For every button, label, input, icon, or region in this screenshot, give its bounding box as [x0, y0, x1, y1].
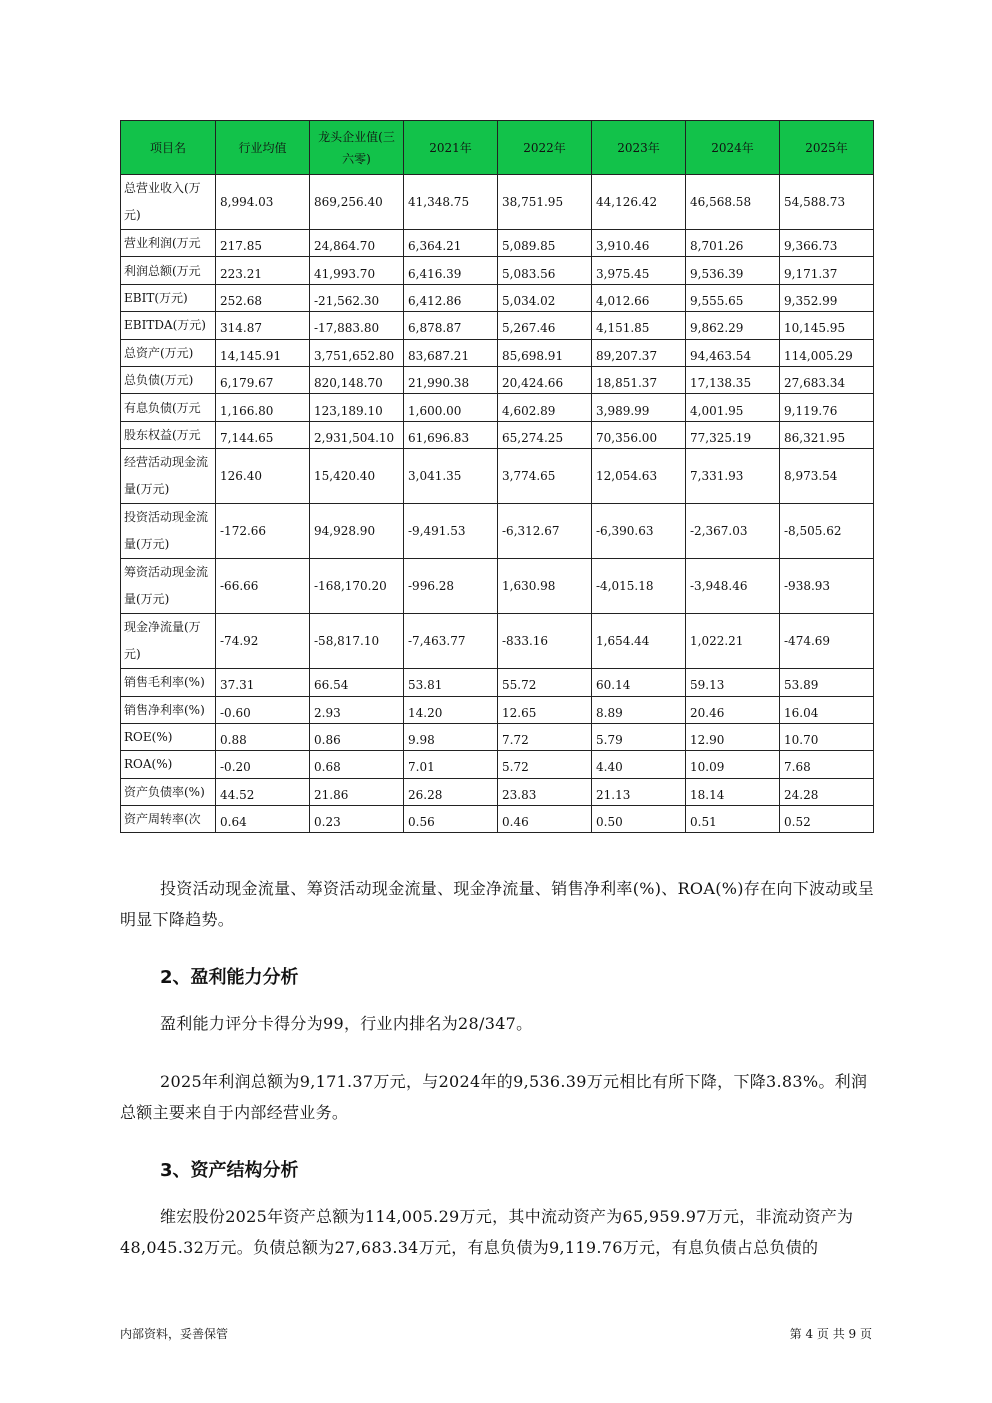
table-cell: 5,083.56 — [498, 257, 592, 284]
table-cell: 85,698.91 — [498, 339, 592, 366]
table-cell: 26.28 — [404, 778, 498, 805]
table-cell: 18.14 — [686, 778, 780, 805]
table-cell: 23.83 — [498, 778, 592, 805]
table-cell: 16.04 — [780, 696, 874, 723]
row-label: 总负债(万元) — [121, 366, 216, 393]
table-cell: 10.70 — [780, 723, 874, 750]
heading-profitability-analysis: 2、盈利能力分析 — [160, 967, 299, 988]
table-cell: -168,170.20 — [310, 559, 404, 614]
table-cell: -6,390.63 — [592, 504, 686, 559]
table-cell: 0.68 — [310, 751, 404, 778]
table-cell: 6,364.21 — [404, 230, 498, 257]
table-cell: 4.40 — [592, 751, 686, 778]
table-cell: 66.54 — [310, 669, 404, 696]
table-cell: 20,424.66 — [498, 366, 592, 393]
table-row — [121, 339, 874, 366]
table-cell: 44,126.42 — [592, 175, 686, 230]
header-cell: 龙头企业值(三六零) — [310, 121, 404, 175]
table-cell: 0.64 — [216, 806, 310, 833]
row-label: 销售毛利率(%) — [121, 669, 216, 696]
table-cell: 5,089.85 — [498, 230, 592, 257]
table-cell: 2.93 — [310, 696, 404, 723]
footer-confidential-note: 内部资料，妥善保管 — [120, 1327, 229, 1341]
table-cell: 6,179.67 — [216, 366, 310, 393]
table-cell: 24,864.70 — [310, 230, 404, 257]
table-cell: 252.68 — [216, 284, 310, 311]
table-cell: 126.40 — [216, 449, 310, 504]
table-cell: 61,696.83 — [404, 421, 498, 448]
table-cell: -17,883.80 — [310, 312, 404, 339]
table-cell: 5,267.46 — [498, 312, 592, 339]
row-label: 有息负债(万元 — [121, 394, 216, 421]
table-row — [121, 614, 874, 669]
table-cell: 0.56 — [404, 806, 498, 833]
table-cell: 7.01 — [404, 751, 498, 778]
table-cell: 94,928.90 — [310, 504, 404, 559]
table-cell: 1,022.21 — [686, 614, 780, 669]
table-cell: 21.13 — [592, 778, 686, 805]
table-cell: -474.69 — [780, 614, 874, 669]
table-cell: 5.72 — [498, 751, 592, 778]
table-cell: 8,994.03 — [216, 175, 310, 230]
header-cell: 2021年 — [404, 121, 498, 175]
table-cell: 18,851.37 — [592, 366, 686, 393]
table-cell: 6,416.39 — [404, 257, 498, 284]
table-row — [121, 394, 874, 421]
table-cell: 3,774.65 — [498, 449, 592, 504]
table-cell: 53.89 — [780, 669, 874, 696]
table-row — [121, 559, 874, 614]
table-cell: -833.16 — [498, 614, 592, 669]
table-cell: 1,654.44 — [592, 614, 686, 669]
paragraph-profitability-score: 盈利能力评分卡得分为99，行业内排名为28/347。 — [160, 1014, 533, 1033]
row-label: 投资活动现金流量(万元) — [121, 504, 216, 559]
table-cell: 5,034.02 — [498, 284, 592, 311]
table-cell: -3,948.46 — [686, 559, 780, 614]
row-label: 营业利润(万元 — [121, 230, 216, 257]
table-cell: -172.66 — [216, 504, 310, 559]
header-cell: 2024年 — [686, 121, 780, 175]
table-cell: 9,119.76 — [780, 394, 874, 421]
table-cell: 10,145.95 — [780, 312, 874, 339]
table-cell: 77,325.19 — [686, 421, 780, 448]
table-cell: 6,878.87 — [404, 312, 498, 339]
table-cell: 12,054.63 — [592, 449, 686, 504]
table-cell: 6,412.86 — [404, 284, 498, 311]
table-cell: 41,993.70 — [310, 257, 404, 284]
header-cell: 2022年 — [498, 121, 592, 175]
table-cell: -938.93 — [780, 559, 874, 614]
table-cell: 27,683.34 — [780, 366, 874, 393]
table-cell: -7,463.77 — [404, 614, 498, 669]
table-cell: 8.89 — [592, 696, 686, 723]
table-cell: 9,536.39 — [686, 257, 780, 284]
table-cell: 0.23 — [310, 806, 404, 833]
header-cell: 2023年 — [592, 121, 686, 175]
table-cell: 1,600.00 — [404, 394, 498, 421]
table-row — [121, 175, 874, 230]
row-label: ROE(%) — [121, 723, 216, 750]
header-cell: 行业均值 — [216, 121, 310, 175]
table-row — [121, 806, 874, 833]
table-cell: 3,910.46 — [592, 230, 686, 257]
table-cell: 65,274.25 — [498, 421, 592, 448]
table-cell: 9,366.73 — [780, 230, 874, 257]
table-cell: 3,989.99 — [592, 394, 686, 421]
table-row — [121, 449, 874, 504]
table-cell: -0.60 — [216, 696, 310, 723]
table-cell: 46,568.58 — [686, 175, 780, 230]
row-label: 股东权益(万元 — [121, 421, 216, 448]
footer-page-number: 第 4 页 共 9 页 — [789, 1327, 872, 1341]
row-label: 资产负债率(%) — [121, 778, 216, 805]
table-cell: 12.90 — [686, 723, 780, 750]
table-cell: 3,041.35 — [404, 449, 498, 504]
table-cell: 7.72 — [498, 723, 592, 750]
table-cell: 37.31 — [216, 669, 310, 696]
header-cell: 项目名 — [121, 121, 216, 175]
table-cell: 0.50 — [592, 806, 686, 833]
table-cell: 4,012.66 — [592, 284, 686, 311]
table-cell: 10.09 — [686, 751, 780, 778]
table-row — [121, 366, 874, 393]
table-cell: 4,151.85 — [592, 312, 686, 339]
table-row — [121, 257, 874, 284]
row-label: EBIT(万元) — [121, 284, 216, 311]
table-cell: 8,973.54 — [780, 449, 874, 504]
table-cell: 1,166.80 — [216, 394, 310, 421]
row-label: 利润总额(万元 — [121, 257, 216, 284]
table-cell: 55.72 — [498, 669, 592, 696]
table-cell: 7,144.65 — [216, 421, 310, 448]
table-cell: 41,348.75 — [404, 175, 498, 230]
table-cell: 21.86 — [310, 778, 404, 805]
table-cell: 3,751,652.80 — [310, 339, 404, 366]
table-cell: 20.46 — [686, 696, 780, 723]
table-header-row — [121, 121, 874, 175]
table-cell: 217.85 — [216, 230, 310, 257]
table-cell: -74.92 — [216, 614, 310, 669]
heading-asset-structure-analysis: 3、资产结构分析 — [160, 1160, 299, 1181]
table-cell: 0.52 — [780, 806, 874, 833]
table-cell: -9,491.53 — [404, 504, 498, 559]
table-cell: -2,367.03 — [686, 504, 780, 559]
table-cell: 21,990.38 — [404, 366, 498, 393]
table-row — [121, 696, 874, 723]
table-cell: 38,751.95 — [498, 175, 592, 230]
table-row — [121, 778, 874, 805]
table-cell: 2,931,504.10 — [310, 421, 404, 448]
table-row — [121, 669, 874, 696]
table-cell: 15,420.40 — [310, 449, 404, 504]
table-cell: 17,138.35 — [686, 366, 780, 393]
table-cell: 12.65 — [498, 696, 592, 723]
row-label: 总营业收入(万元) — [121, 175, 216, 230]
table-cell: 44.52 — [216, 778, 310, 805]
table-cell: 86,321.95 — [780, 421, 874, 448]
table-cell: 9.98 — [404, 723, 498, 750]
table-cell: 24.28 — [780, 778, 874, 805]
table-cell: 70,356.00 — [592, 421, 686, 448]
row-label: 现金净流量(万元) — [121, 614, 216, 669]
table-cell: 869,256.40 — [310, 175, 404, 230]
row-label: 筹资活动现金流量(万元) — [121, 559, 216, 614]
table-cell: 0.88 — [216, 723, 310, 750]
table-cell: 4,602.89 — [498, 394, 592, 421]
table-cell: 14,145.91 — [216, 339, 310, 366]
table-cell: 9,555.65 — [686, 284, 780, 311]
table-row — [121, 230, 874, 257]
row-label: 资产周转率(次 — [121, 806, 216, 833]
financial-data-table — [120, 120, 874, 833]
table-cell: 9,171.37 — [780, 257, 874, 284]
paragraph-trend-summary: 投资活动现金流量、筹资活动现金流量、现金净流量、销售净利率(%)、ROA(%)存在向下波动或呈明显下降趋势。 — [120, 879, 875, 929]
table-row — [121, 312, 874, 339]
table-row — [121, 723, 874, 750]
table-cell: 0.51 — [686, 806, 780, 833]
table-cell: -8,505.62 — [780, 504, 874, 559]
table-cell: 14.20 — [404, 696, 498, 723]
table-cell: 0.46 — [498, 806, 592, 833]
table-cell: 223.21 — [216, 257, 310, 284]
table-row — [121, 504, 874, 559]
table-cell: 59.13 — [686, 669, 780, 696]
table-cell: -58,817.10 — [310, 614, 404, 669]
table-cell: 123,189.10 — [310, 394, 404, 421]
table-row — [121, 421, 874, 448]
table-cell: 9,862.29 — [686, 312, 780, 339]
table-cell: -21,562.30 — [310, 284, 404, 311]
table-cell: -66.66 — [216, 559, 310, 614]
row-label: 经营活动现金流量(万元) — [121, 449, 216, 504]
table-cell: -996.28 — [404, 559, 498, 614]
row-label: 销售净利率(%) — [121, 696, 216, 723]
table-cell: -4,015.18 — [592, 559, 686, 614]
header-cell: 2025年 — [780, 121, 874, 175]
paragraph-asset-structure: 维宏股份2025年资产总额为114,005.29万元，其中流动资产为65,959.97万元，非流动资产为48,045.32万元。负债总额为27,683.34万元，有息负债为9,119.76万元，有息负债占总负债的 — [120, 1207, 854, 1257]
table-cell: 3,975.45 — [592, 257, 686, 284]
table-cell: 7.68 — [780, 751, 874, 778]
table-cell: 820,148.70 — [310, 366, 404, 393]
table-row — [121, 751, 874, 778]
table-cell: 54,588.73 — [780, 175, 874, 230]
table-cell: 53.81 — [404, 669, 498, 696]
table-cell: 89,207.37 — [592, 339, 686, 366]
table-cell: 9,352.99 — [780, 284, 874, 311]
table-cell: 4,001.95 — [686, 394, 780, 421]
table-row — [121, 284, 874, 311]
table-cell: 94,463.54 — [686, 339, 780, 366]
table-cell: 0.86 — [310, 723, 404, 750]
table-cell: -6,312.67 — [498, 504, 592, 559]
table-cell: 114,005.29 — [780, 339, 874, 366]
row-label: ROA(%) — [121, 751, 216, 778]
paragraph-total-profit: 2025年利润总额为9,171.37万元，与2024年的9,536.39万元相比有所下降，下降3.83%。利润总额主要来自于内部经营业务。 — [120, 1072, 868, 1122]
table-cell: 8,701.26 — [686, 230, 780, 257]
table-cell: 5.79 — [592, 723, 686, 750]
table-cell: 7,331.93 — [686, 449, 780, 504]
row-label: EBITDA(万元) — [121, 312, 216, 339]
table-cell: 1,630.98 — [498, 559, 592, 614]
table-cell: 60.14 — [592, 669, 686, 696]
table-cell: 314.87 — [216, 312, 310, 339]
table-cell: -0.20 — [216, 751, 310, 778]
table-cell: 83,687.21 — [404, 339, 498, 366]
row-label: 总资产(万元) — [121, 339, 216, 366]
